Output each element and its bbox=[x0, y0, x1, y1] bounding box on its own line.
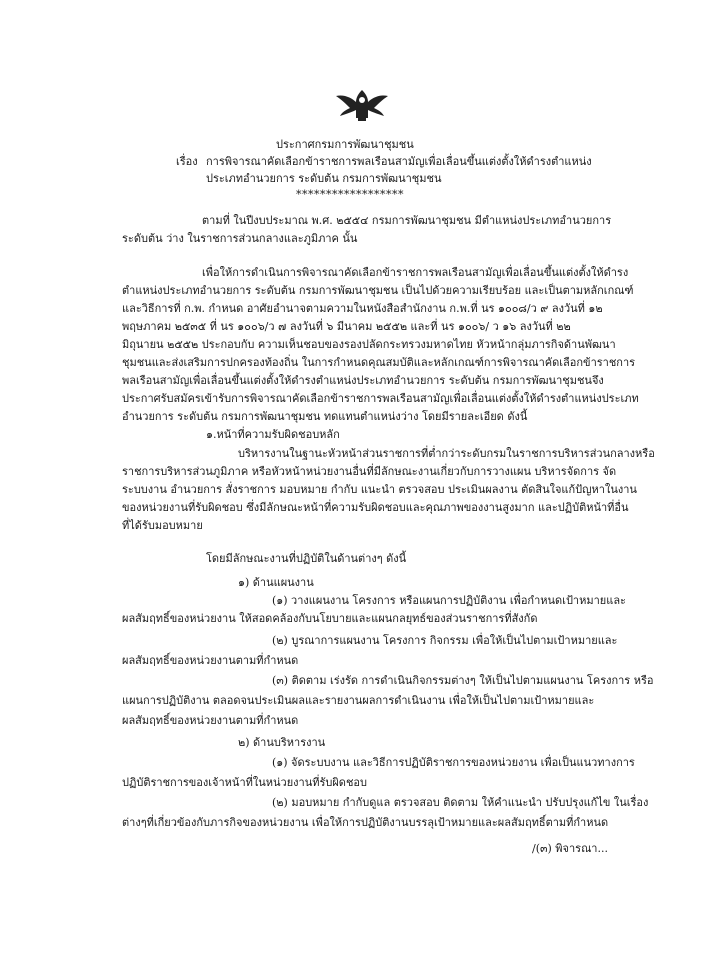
section-1-line: บริหารงานในฐานะหัวหน้าส่วนราชการที่ต่ำกว่าระดับกรมในราชการบริหารส่วนกลางหรือ bbox=[238, 447, 655, 460]
subject-label: เรื่อง bbox=[176, 155, 198, 168]
area-1-line: (๓) ติดตาม เร่งรัด การดำเนินกิจกรรมต่างๆ ให้เป็นไปตามแผนงาน โครงการ หรือ bbox=[272, 674, 654, 687]
paragraph-2-line: และวิธีการที่ ก.พ. กำหนด อาศัยอำนาจตามความในหนังสือสำนักงาน ก.พ.ที่ นร ๑๐๐๘/ว ๙ ลงวันที่ ๑๒ bbox=[122, 302, 603, 315]
duties-intro: โดยมีลักษณะงานที่ปฏิบัติในด้านต่างๆ ดังนี้ bbox=[206, 552, 407, 565]
area-1-line: ผลสัมฤทธิ์ของหน่วยงาน ให้สอดคล้องกับนโยบายและแผนกลยุทธ์ของส่วนราชการที่สังกัด bbox=[122, 612, 538, 625]
intro-line-2: ระดับต้น ว่าง ในราชการส่วนกลางและภูมิภาค นั้น bbox=[122, 232, 358, 245]
area-1-line: (๑) วางแผนงาน โครงการ หรือแผนการปฏิบัติงาน เพื่อกำหนดเป้าหมายและ bbox=[272, 594, 626, 607]
header-divider-stars: ****************** bbox=[296, 188, 404, 201]
section-1-heading: ๑.หน้าที่ความรับผิดชอบหลัก bbox=[206, 428, 340, 441]
paragraph-2-line: ตำแหน่งประเภทอำนวยการ ระดับต้น กรมการพัฒนาชุมชน เป็นไปด้วยความเรียบร้อย และเป็นตามหลักเกณฑ์ bbox=[122, 284, 634, 297]
paragraph-2-line: พลเรือนสามัญเพื่อเลื่อนขึ้นแต่งตั้งให้ดำรงตำแหน่งประเภทอำนวยการ ระดับต้น กรมการพัฒนาชุมชนจึง bbox=[122, 374, 604, 387]
area-1-line: ผลสัมฤทธิ์ของหน่วยงานตามที่กำหนด bbox=[122, 714, 299, 727]
paragraph-2-line: มิถุนายน ๒๕๕๒ ประกอบกับ ความเห็นชอบของรองปลัดกระทรวงมหาดไทย หัวหน้ากลุ่มภารกิจด้านพัฒนา bbox=[122, 338, 616, 351]
intro-line-1: ตามที่ ในปีงบประมาณ พ.ศ. ๒๕๕๔ กรมการพัฒนาชุมชน มีตำแหน่งประเภทอำนวยการ bbox=[202, 214, 612, 227]
subject-line-1: การพิจารณาคัดเลือกข้าราชการพลเรือนสามัญเพื่อเลื่อนขึ้นแต่งตั้งให้ดำรงตำแหน่ง bbox=[206, 155, 592, 168]
subject-line-2: ประเภทอำนวยการ ระดับต้น กรมการพัฒนาชุมชน bbox=[206, 172, 442, 185]
garuda-emblem-icon bbox=[334, 88, 390, 122]
paragraph-2-line: เพื่อให้การดำเนินการพิจารณาคัดเลือกข้าราชการพลเรือนสามัญเพื่อเลื่อนขึ้นแต่งตั้งให้ดำรง bbox=[202, 266, 629, 279]
area-1-line: แผนการปฏิบัติงาน ตลอดจนประเมินผลและรายงานผลการดำเนินงาน เพื่อให้เป็นไปตามเป้าหมายและ bbox=[122, 694, 595, 707]
area-2-line: (๑) จัดระบบงาน และวิธีการปฏิบัติราชการของหน่วยงาน เพื่อเป็นแนวทางการ bbox=[272, 756, 635, 769]
section-1-line: ของหน่วยงานที่รับผิดชอบ ซึ่งมีลักษณะหน้าที่ความรับผิดชอบและคุณภาพของงานสูงมาก และปฏิบัติหน้าที่อื่น bbox=[122, 501, 629, 514]
area-2-line: ต่างๆที่เกี่ยวข้องกับภารกิจของหน่วยงาน เพื่อให้การปฏิบัติงานบรรลุเป้าหมายและผลสัมฤทธิ์ตามที่กำหนด bbox=[122, 816, 609, 829]
area-1-heading: ๑) ด้านแผนงาน bbox=[238, 576, 314, 589]
area-2-line: ปฏิบัติราชการของเจ้าหน้าที่ในหน่วยงานที่รับผิดชอบ bbox=[122, 776, 368, 789]
paragraph-2-line: พฤษภาคม ๒๕๓๕ ที่ นร ๑๐๐๖/ว ๗ ลงวันที่ ๖ มีนาคม ๒๕๕๒ และที่ นร ๑๐๐๖/ ว ๑๖ ลงวันที่ ๒๒ bbox=[122, 320, 571, 333]
area-2-heading: ๒) ด้านบริหารงาน bbox=[238, 736, 326, 749]
area-1-line: ผลสัมฤทธิ์ของหน่วยงานตามที่กำหนด bbox=[122, 654, 299, 667]
section-1-line: ระบบงาน อำนวยการ สั่งราชการ มอบหมาย กำกับ แนะนำ ตรวจสอบ ประเมินผลงาน ตัดสินใจแก้ปัญหาในงาน bbox=[122, 483, 637, 496]
section-1-line: ราชการบริหารส่วนภูมิภาค หรือหัวหน้าหน่วยงานอื่นที่มีลักษณะงานเกี่ยวกับการวางแผน บริหารจัดการ จัด bbox=[122, 465, 617, 478]
announcement-org: ประกาศกรมการพัฒนาชุมชน bbox=[276, 138, 414, 151]
paragraph-2-line: อำนวยการ ระดับต้น กรมการพัฒนาชุมชน ทดแทนตำแหน่งว่าง โดยมีรายละเอียด ดังนี้ bbox=[122, 410, 528, 423]
area-1-line: (๒) บูรณาการแผนงาน โครงการ กิจกรรม เพื่อให้เป็นไปตามเป้าหมายและ bbox=[272, 634, 618, 647]
paragraph-2-line: ชุมชนและส่งเสริมการปกครองท้องถิ่น ในการกำหนดคุณสมบัติและหลักเกณฑ์การพิจารณาคัดเลือกข้าราชการ bbox=[122, 356, 636, 369]
section-1-line: ที่ได้รับมอบหมาย bbox=[122, 519, 203, 532]
area-2-line: (๒) มอบหมาย กำกับดูแล ตรวจสอบ ติดตาม ให้คำแนะนำ ปรับปรุงแก้ไข ในเรื่อง bbox=[272, 796, 649, 809]
continuation-marker: /(๓) พิจารณา... bbox=[532, 842, 608, 855]
paragraph-2-line: ประกาศรับสมัครเข้ารับการพิจารณาคัดเลือกข้าราชการพลเรือนสามัญเพื่อเลื่อนแต่งตั้งให้ดำรงตำแหน่งประเภท bbox=[122, 392, 639, 405]
